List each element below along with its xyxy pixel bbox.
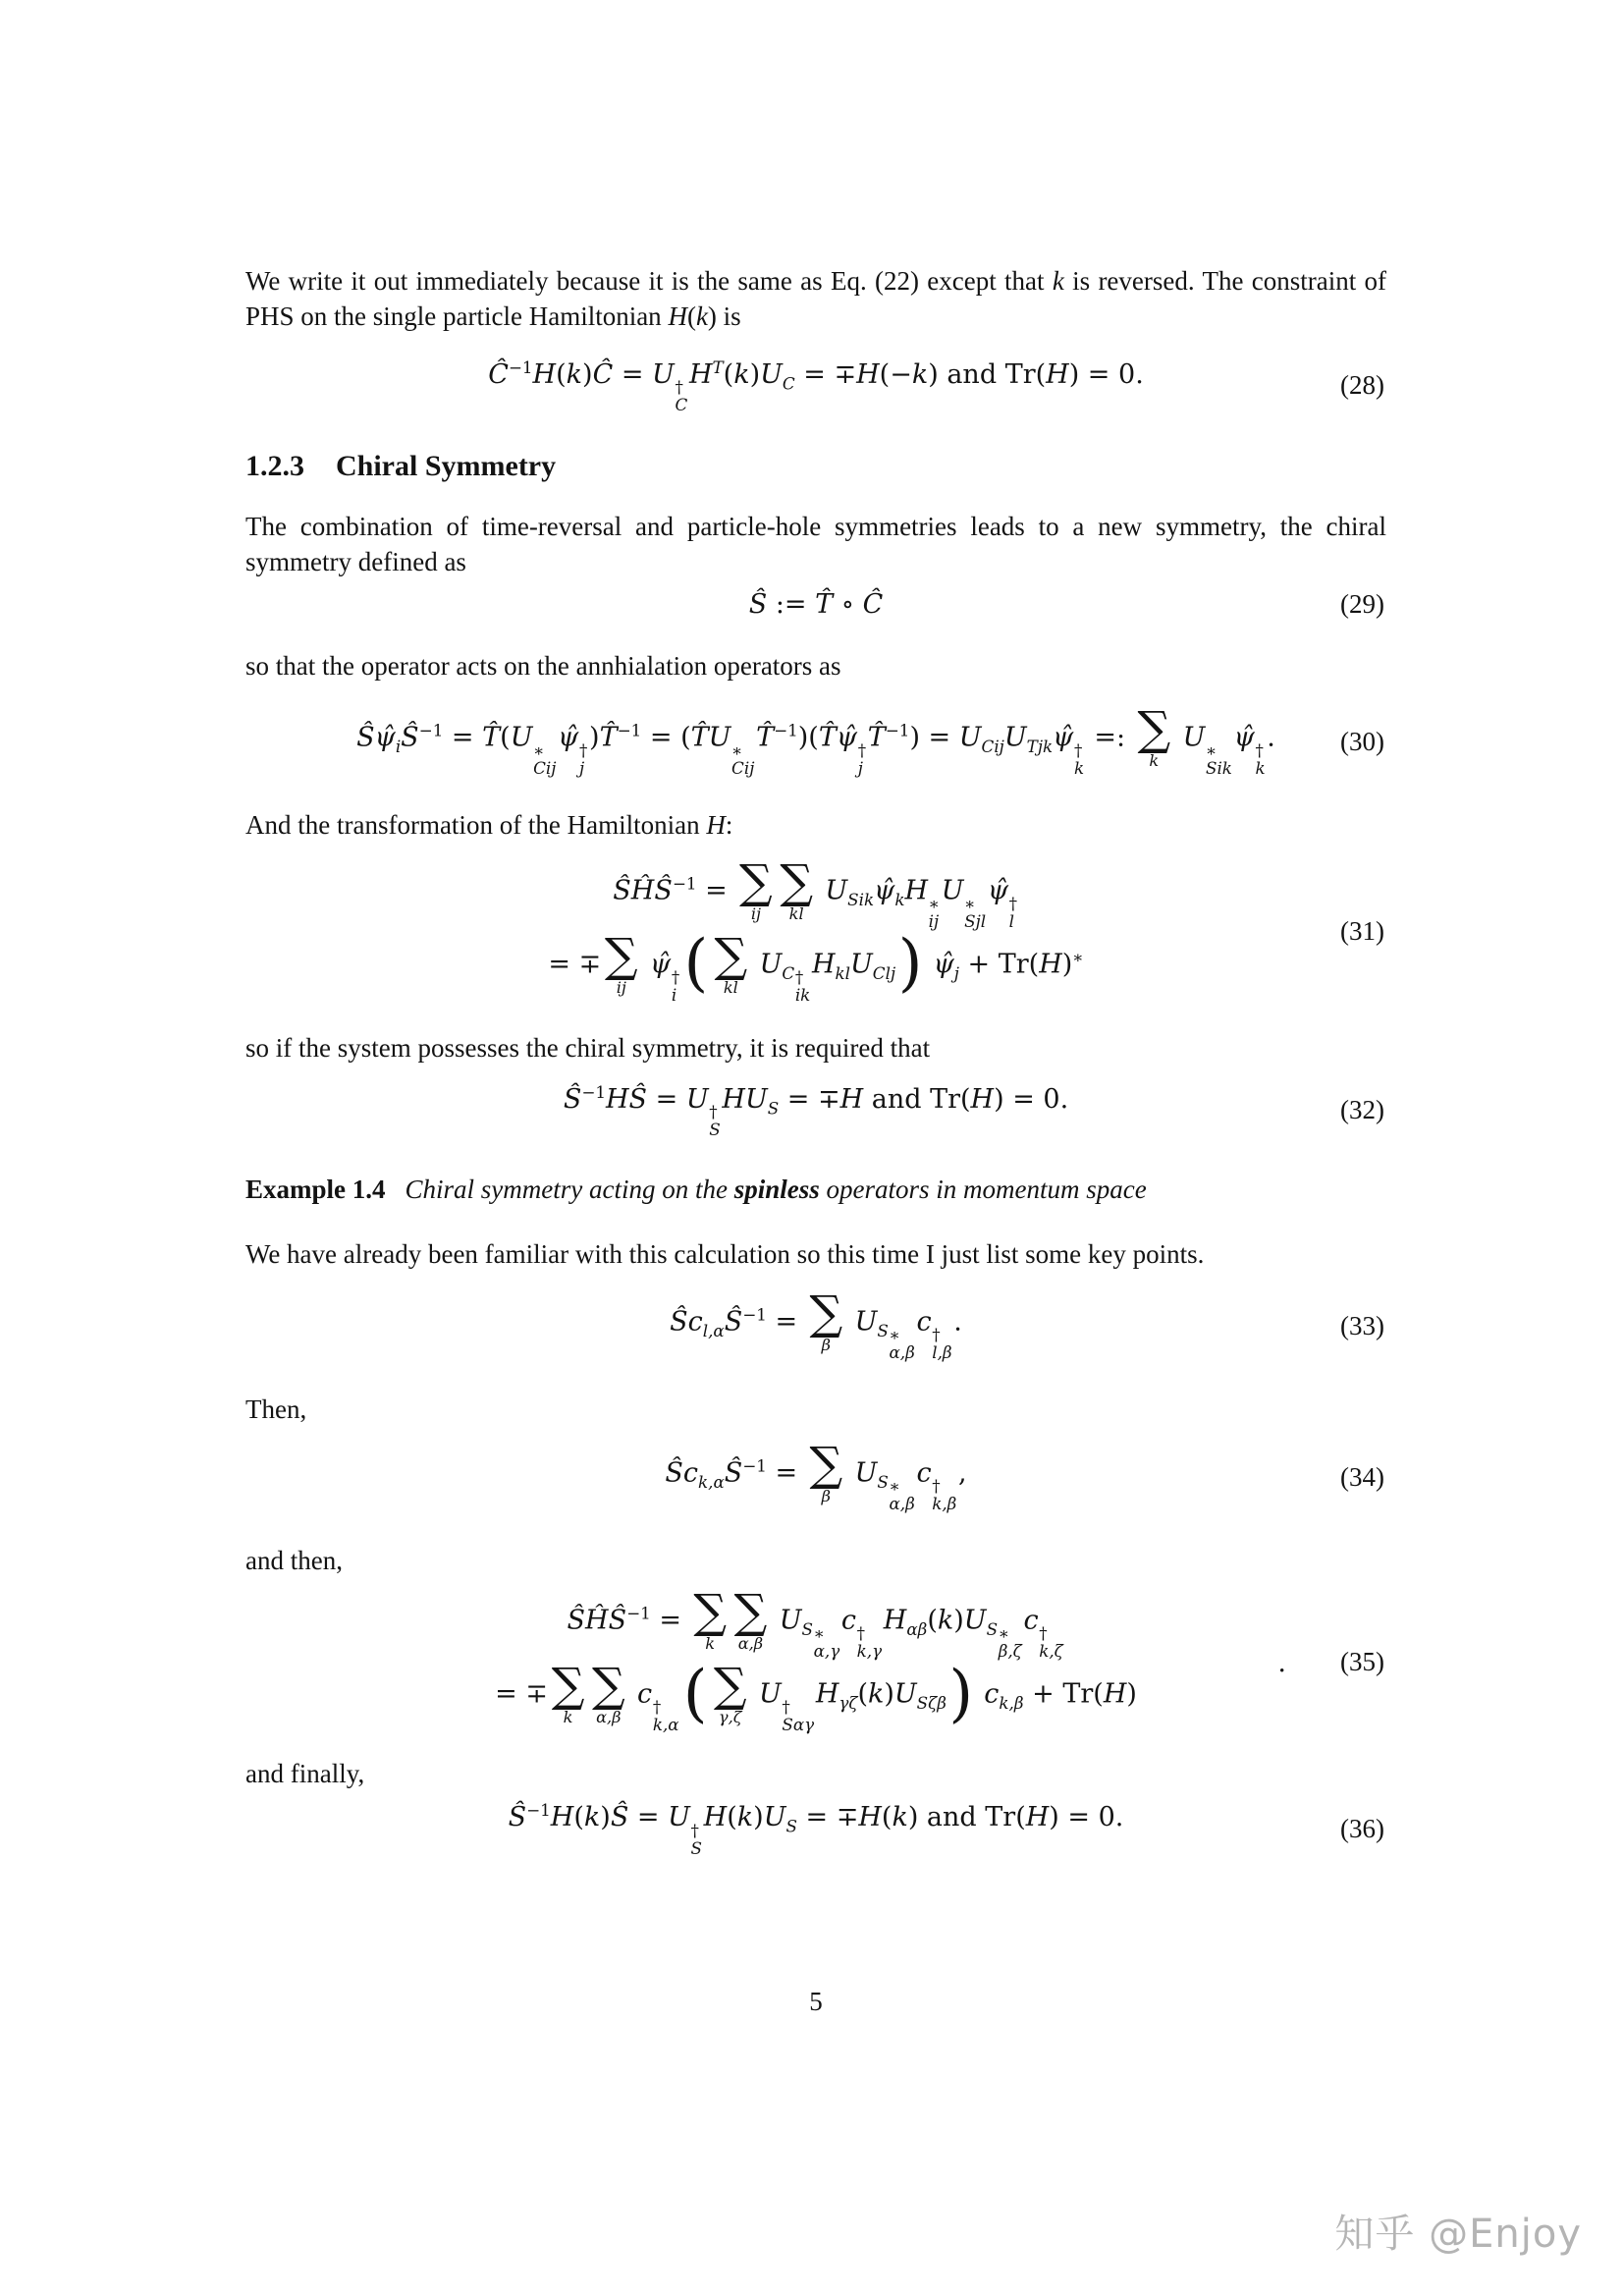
paragraph-key-points: We have already been familiar with this calculation so this time I just list some key points. [245, 1239, 1205, 1270]
equation-31-number: (31) [1340, 916, 1384, 947]
equation-34 [245, 1433, 1386, 1523]
equation-36-number: (36) [1340, 1813, 1384, 1843]
equation-34-body: $Ŝc_{k,\alpha}Ŝ^{-1}$ = ∑ β $U_S$ ∗ α,β c † k,β , [665, 1438, 967, 1514]
watermark-text: 知乎 @Enjoy [1334, 2212, 1582, 2257]
equation-33 [245, 1282, 1386, 1372]
equation-29-body: Ŝ := T̂ ∘ Ĉ [748, 589, 884, 621]
equation-30-body: $Ŝ\psî_iŜ^{-1}$ = T̂(U ∗ Cij ψ̂ † j )T̂$^{-1}$ = (T̂U ∗ Cij T̂$^{-1}$)(T̂ψ̂ † j T̂$^{-1}$) = $U_{Cij}U_{Tjk}\psî$ † k =: ∑ k U ∗ Sik ψ̂ † k . [356, 702, 1275, 778]
equation-31-line2: = ∓ ∑ ij ψ̂ † i ( ∑ kl $U_C$ † ik $H_{kl}U_{Clj}$) $\psî_j + Tr(H)^∗$ [548, 926, 1084, 1005]
equation-32-body: $Ŝ^{-1}HŜ = U$ † S $HU_S = \mp H$ and Tr(H) = 0. [563, 1081, 1069, 1140]
page-content [245, 263, 1386, 2017]
equation-35-line2: = ∓ ∑ k ∑ α,β c † k,α ( ∑ γ,ζ U † Sαγ $H_{\gamma\zeta}(k)U_{S\zeta\beta}$) $c_{k,\beta} + Tr(H)$ [495, 1656, 1137, 1735]
equation-28 [245, 357, 1386, 414]
equation-32-number: (32) [1340, 1095, 1384, 1125]
equation-30 [245, 697, 1386, 788]
paragraph-and-finally: and finally, [245, 1759, 365, 1789]
equation-29-number: (29) [1340, 589, 1384, 620]
paragraph-hamiltonian-transform: And the transformation of the Hamiltonian H: [245, 810, 733, 840]
example-text: Chiral symmetry acting on the spinless operators in momentum space [405, 1175, 1147, 1205]
equation-34-number: (34) [1340, 1462, 1384, 1493]
paragraph-chiral-requirement: so if the system possesses the chiral symmetry, it is required that [245, 1032, 931, 1063]
equation-36-body: $Ŝ^{-1}H(k)Ŝ = U$ † S $H(k)U_S = \mp H(k)$ and Tr(H) = 0. [508, 1800, 1124, 1858]
equation-35-number: (35) [1340, 1646, 1384, 1676]
equation-29 [245, 581, 1386, 629]
paragraph-and-then: and then, [245, 1546, 343, 1576]
example-heading [245, 1172, 1386, 1207]
equation-28-number: (28) [1340, 370, 1384, 401]
section-heading [245, 450, 1386, 483]
equation-35-period: . [1277, 1647, 1286, 1678]
equation-33-number: (33) [1340, 1311, 1384, 1341]
equation-30-number: (30) [1340, 727, 1384, 757]
page-number: 5 [809, 1986, 823, 2016]
section-title: Chiral Symmetry [336, 450, 557, 482]
equation-35-line1: $ŜĤŜ^{-1}$ = ∑ k ∑ α,β $U_S$ ∗ α,γ c † k,γ $H_{\alpha\beta}(k)U_S$ ∗ β,ζ c † k,ζ [567, 1585, 1063, 1662]
example-label: Example 1.4 [245, 1175, 386, 1205]
equation-36 [245, 1801, 1386, 1857]
paragraph-intro: We write it out immediately because it is the same as Eq. (22) except that k is reversed. The constraint of PHS on the single particle Hamiltonian H(k) is [245, 266, 1386, 331]
paragraph-then: Then, [245, 1394, 307, 1425]
paragraph-chiral-intro: The combination of time-reversal and particle-hole symmetries leads to a new symmetry, the chiral symmetry defined as [245, 512, 1386, 576]
section-number: 1.2.3 [245, 450, 304, 482]
equation-32 [245, 1083, 1386, 1139]
equation-28-body: $Ĉ^{-1}H(k)Ĉ = U$ † C $H^T(k)U_C = \mp H(-k)$ and Tr(H) = 0. [488, 356, 1144, 415]
equation-33-body: $Ŝc_{l,\alpha}Ŝ^{-1}$ = ∑ β $U_S$ ∗ α,β c † l,β . [670, 1286, 962, 1363]
equation-31 [245, 850, 1386, 1014]
watermark [1334, 2203, 1582, 2259]
equation-31-line1: $ŜĤŜ^{-1}$ = ∑ ij ∑ kl $U_{Sik}\psî_kH$ ∗ ij U ∗ Sjl ψ̂ † l [613, 855, 1018, 931]
equation-35 [245, 1582, 1386, 1742]
paragraph-operator-acts: so that the operator acts on the annhialation operators as [245, 651, 841, 681]
